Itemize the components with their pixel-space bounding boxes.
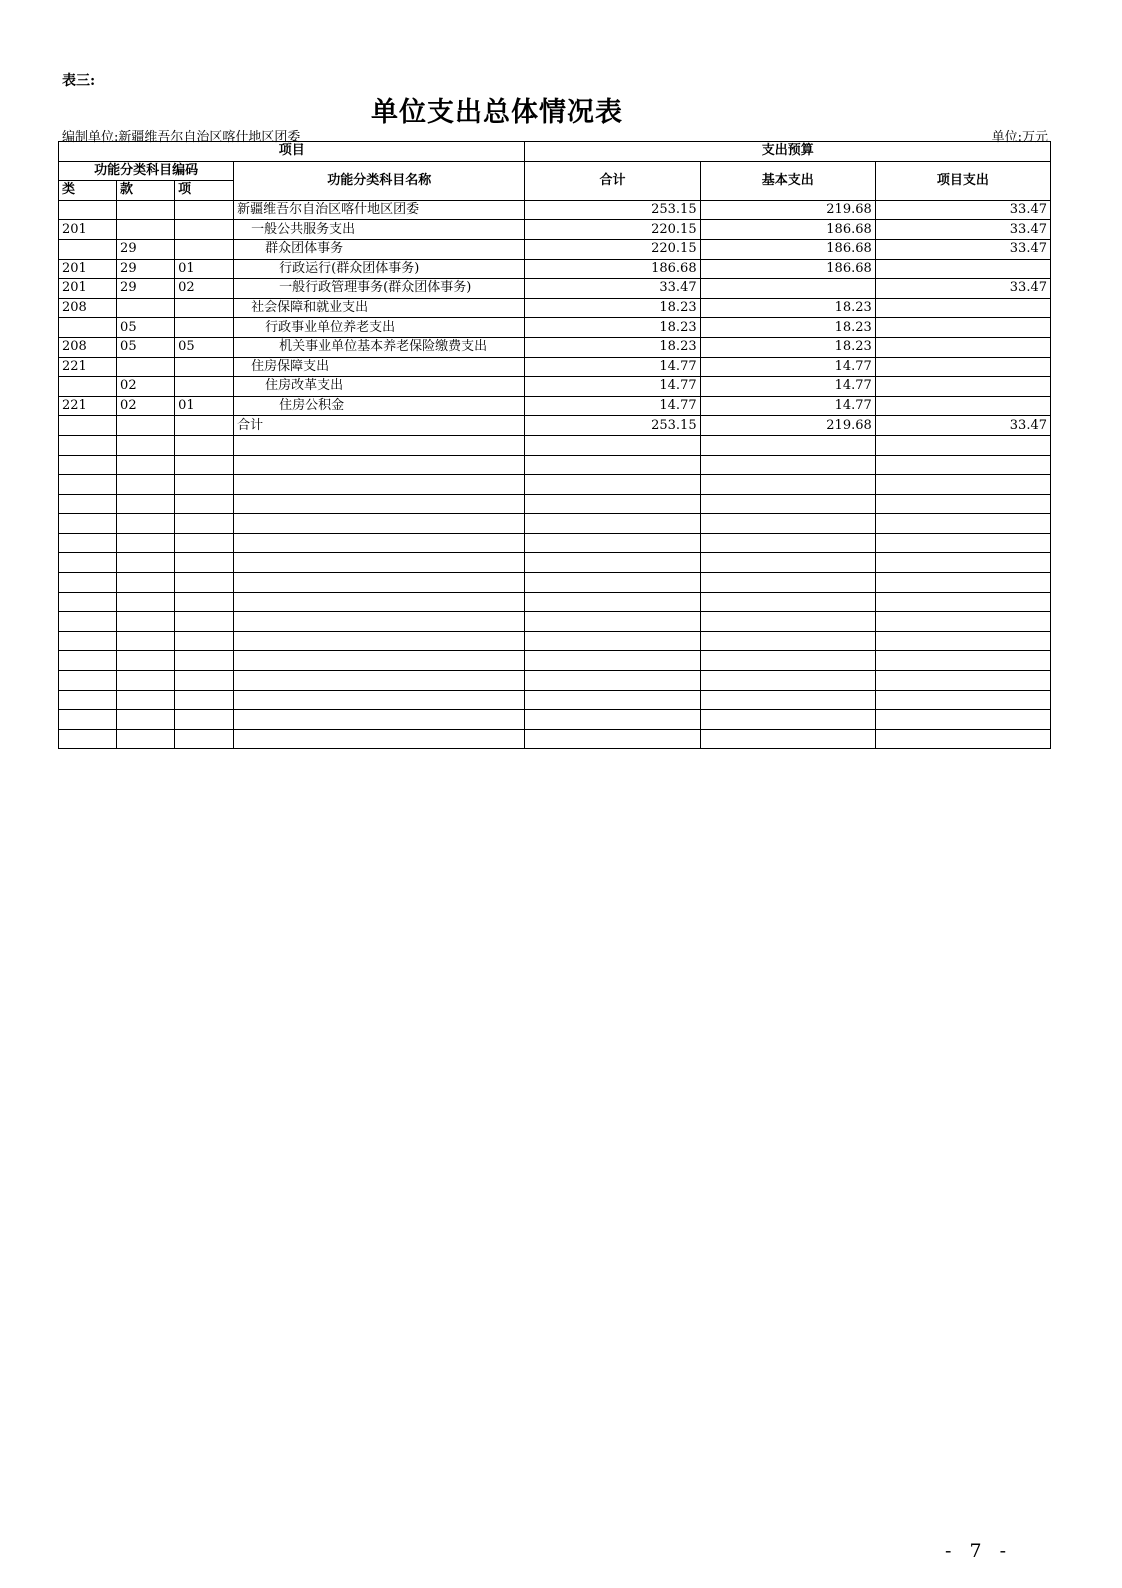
code-lei: 208 [59, 337, 117, 357]
basic-value [700, 279, 875, 299]
empty-row [59, 631, 1051, 651]
expenditure-table [58, 141, 1051, 749]
empty-row [59, 435, 1051, 455]
empty-cell [59, 592, 117, 612]
code-lei: 221 [59, 396, 117, 416]
empty-cell [234, 553, 525, 573]
empty-cell [117, 671, 175, 691]
empty-row [59, 710, 1051, 730]
empty-cell [234, 671, 525, 691]
empty-cell [59, 435, 117, 455]
code-kuan [117, 220, 175, 240]
empty-cell [234, 573, 525, 593]
project-value: 33.47 [875, 200, 1050, 220]
empty-row [59, 671, 1051, 691]
project-value: 33.47 [875, 416, 1050, 436]
header-total: 合计 [525, 161, 700, 200]
code-kuan [117, 200, 175, 220]
empty-row [59, 651, 1051, 671]
code-lei [59, 318, 117, 338]
func-name: 一般公共服务支出 [234, 220, 525, 240]
basic-value: 186.68 [700, 220, 875, 240]
header-lei: 类 [59, 181, 117, 201]
total-value: 33.47 [525, 279, 700, 299]
empty-cell [875, 671, 1050, 691]
empty-cell [175, 514, 234, 534]
basic-value: 18.23 [700, 298, 875, 318]
empty-cell [117, 651, 175, 671]
empty-cell [875, 494, 1050, 514]
code-lei: 201 [59, 220, 117, 240]
empty-cell [117, 631, 175, 651]
code-kuan: 02 [117, 396, 175, 416]
empty-cell [525, 651, 700, 671]
empty-cell [234, 455, 525, 475]
empty-cell [59, 573, 117, 593]
total-value: 253.15 [525, 200, 700, 220]
code-kuan: 29 [117, 239, 175, 259]
empty-cell [117, 533, 175, 553]
basic-value: 18.23 [700, 318, 875, 338]
header-func-name: 功能分类科目名称 [234, 161, 525, 200]
empty-cell [175, 592, 234, 612]
code-xiang: 05 [175, 337, 234, 357]
empty-cell [234, 729, 525, 749]
project-value [875, 318, 1050, 338]
header-kuan: 款 [117, 181, 175, 201]
empty-row [59, 514, 1051, 534]
empty-cell [234, 475, 525, 495]
empty-cell [875, 651, 1050, 671]
empty-cell [59, 690, 117, 710]
empty-cell [117, 494, 175, 514]
table-body [59, 200, 1051, 749]
empty-cell [117, 690, 175, 710]
func-name: 新疆维吾尔自治区喀什地区团委 [234, 200, 525, 220]
header-basic: 基本支出 [700, 161, 875, 200]
empty-cell [700, 475, 875, 495]
code-xiang [175, 200, 234, 220]
header-project-exp: 项目支出 [875, 161, 1050, 200]
empty-cell [525, 710, 700, 730]
empty-cell [117, 592, 175, 612]
empty-row [59, 729, 1051, 749]
empty-cell [59, 475, 117, 495]
project-value [875, 337, 1050, 357]
empty-cell [875, 573, 1050, 593]
empty-cell [525, 729, 700, 749]
empty-cell [875, 455, 1050, 475]
func-name: 合计 [234, 416, 525, 436]
empty-cell [875, 435, 1050, 455]
project-value [875, 377, 1050, 397]
table-row [59, 396, 1051, 416]
empty-cell [875, 514, 1050, 534]
basic-value: 219.68 [700, 200, 875, 220]
empty-cell [525, 671, 700, 691]
unit-label: 单位:万元 [991, 130, 1048, 145]
empty-row [59, 455, 1051, 475]
project-value: 33.47 [875, 239, 1050, 259]
empty-cell [175, 612, 234, 632]
project-value [875, 259, 1050, 279]
empty-row [59, 612, 1051, 632]
empty-cell [875, 553, 1050, 573]
code-lei: 201 [59, 259, 117, 279]
empty-cell [175, 671, 234, 691]
code-kuan: 29 [117, 259, 175, 279]
code-lei [59, 200, 117, 220]
empty-cell [525, 592, 700, 612]
header-budget: 支出预算 [525, 142, 1051, 162]
func-name: 住房改革支出 [234, 377, 525, 397]
table-row [59, 239, 1051, 259]
empty-cell [59, 710, 117, 730]
code-kuan: 05 [117, 318, 175, 338]
empty-cell [525, 514, 700, 534]
header-xiang: 项 [175, 181, 234, 201]
empty-cell [700, 494, 875, 514]
empty-cell [525, 612, 700, 632]
empty-cell [175, 690, 234, 710]
empty-cell [525, 455, 700, 475]
empty-cell [875, 690, 1050, 710]
code-lei [59, 416, 117, 436]
empty-row [59, 475, 1051, 495]
func-name: 机关事业单位基本养老保险缴费支出 [234, 337, 525, 357]
empty-cell [875, 631, 1050, 651]
table-row [59, 416, 1051, 436]
empty-cell [700, 651, 875, 671]
empty-cell [59, 612, 117, 632]
basic-value: 14.77 [700, 396, 875, 416]
code-xiang [175, 220, 234, 240]
empty-cell [175, 573, 234, 593]
code-xiang [175, 377, 234, 397]
header-func-code: 功能分类科目编码 [59, 161, 234, 181]
empty-cell [117, 573, 175, 593]
empty-cell [700, 710, 875, 730]
empty-cell [700, 671, 875, 691]
empty-cell [175, 729, 234, 749]
empty-cell [234, 514, 525, 534]
basic-value: 18.23 [700, 337, 875, 357]
empty-cell [234, 533, 525, 553]
empty-cell [525, 631, 700, 651]
basic-value: 186.68 [700, 259, 875, 279]
empty-cell [117, 514, 175, 534]
empty-cell [59, 455, 117, 475]
code-lei: 208 [59, 298, 117, 318]
empty-cell [59, 651, 117, 671]
empty-cell [175, 533, 234, 553]
empty-cell [175, 631, 234, 651]
project-value [875, 396, 1050, 416]
empty-row [59, 553, 1051, 573]
table-row [59, 220, 1051, 240]
empty-cell [117, 455, 175, 475]
code-xiang [175, 416, 234, 436]
table-label: 表三: [62, 73, 96, 89]
total-value: 14.77 [525, 396, 700, 416]
empty-cell [175, 651, 234, 671]
code-xiang [175, 318, 234, 338]
code-kuan: 29 [117, 279, 175, 299]
empty-cell [875, 475, 1050, 495]
empty-cell [234, 592, 525, 612]
code-kuan [117, 357, 175, 377]
empty-cell [525, 573, 700, 593]
empty-cell [117, 475, 175, 495]
empty-cell [700, 690, 875, 710]
empty-cell [875, 533, 1050, 553]
header-row-1 [59, 142, 1051, 162]
func-name: 社会保障和就业支出 [234, 298, 525, 318]
table-row [59, 377, 1051, 397]
empty-cell [700, 514, 875, 534]
code-lei: 201 [59, 279, 117, 299]
empty-cell [175, 710, 234, 730]
code-lei: 221 [59, 357, 117, 377]
empty-cell [700, 553, 875, 573]
empty-cell [59, 729, 117, 749]
empty-row [59, 592, 1051, 612]
empty-row [59, 573, 1051, 593]
func-name: 行政事业单位养老支出 [234, 318, 525, 338]
total-value: 18.23 [525, 318, 700, 338]
empty-cell [234, 651, 525, 671]
empty-cell [525, 690, 700, 710]
table-row [59, 337, 1051, 357]
empty-cell [525, 533, 700, 553]
empty-cell [700, 455, 875, 475]
code-lei [59, 239, 117, 259]
empty-row [59, 533, 1051, 553]
empty-cell [700, 592, 875, 612]
empty-cell [875, 592, 1050, 612]
table-row [59, 357, 1051, 377]
empty-cell [175, 455, 234, 475]
empty-cell [59, 553, 117, 573]
table-row [59, 318, 1051, 338]
empty-row [59, 690, 1051, 710]
empty-cell [59, 631, 117, 651]
total-value: 14.77 [525, 357, 700, 377]
empty-cell [59, 533, 117, 553]
empty-cell [59, 514, 117, 534]
empty-cell [234, 494, 525, 514]
basic-value: 186.68 [700, 239, 875, 259]
empty-cell [59, 671, 117, 691]
total-value: 18.23 [525, 298, 700, 318]
table-row [59, 259, 1051, 279]
code-kuan: 02 [117, 377, 175, 397]
total-value: 253.15 [525, 416, 700, 436]
code-kuan [117, 298, 175, 318]
empty-row [59, 494, 1051, 514]
empty-cell [700, 631, 875, 651]
func-name: 一般行政管理事务(群众团体事务) [234, 279, 525, 299]
total-value: 220.15 [525, 220, 700, 240]
organization-label: 编制单位:新疆维吾尔自治区喀什地区团委 [62, 130, 301, 145]
empty-cell [525, 435, 700, 455]
total-value: 220.15 [525, 239, 700, 259]
func-name: 住房保障支出 [234, 357, 525, 377]
basic-value: 14.77 [700, 377, 875, 397]
table-row [59, 279, 1051, 299]
table-row [59, 298, 1051, 318]
code-xiang [175, 239, 234, 259]
empty-cell [700, 612, 875, 632]
code-xiang [175, 298, 234, 318]
empty-cell [700, 435, 875, 455]
empty-cell [117, 710, 175, 730]
code-xiang [175, 357, 234, 377]
func-name: 住房公积金 [234, 396, 525, 416]
empty-cell [175, 435, 234, 455]
basic-value: 14.77 [700, 357, 875, 377]
empty-cell [700, 573, 875, 593]
empty-cell [525, 475, 700, 495]
total-value: 18.23 [525, 337, 700, 357]
project-value [875, 357, 1050, 377]
code-xiang: 01 [175, 259, 234, 279]
page-number: - 7 - [945, 1540, 1013, 1562]
empty-cell [525, 494, 700, 514]
code-lei [59, 377, 117, 397]
empty-cell [875, 710, 1050, 730]
empty-cell [234, 435, 525, 455]
code-kuan: 05 [117, 337, 175, 357]
basic-value: 219.68 [700, 416, 875, 436]
empty-cell [117, 553, 175, 573]
empty-cell [234, 710, 525, 730]
project-value [875, 298, 1050, 318]
empty-cell [700, 533, 875, 553]
code-xiang: 01 [175, 396, 234, 416]
empty-cell [875, 729, 1050, 749]
table-row [59, 200, 1051, 220]
empty-cell [175, 553, 234, 573]
empty-cell [117, 612, 175, 632]
empty-cell [234, 631, 525, 651]
empty-cell [175, 494, 234, 514]
project-value: 33.47 [875, 220, 1050, 240]
page-title: 单位支出总体情况表 [371, 97, 623, 128]
header-project: 项目 [59, 142, 525, 162]
empty-cell [700, 729, 875, 749]
code-xiang: 02 [175, 279, 234, 299]
empty-cell [117, 729, 175, 749]
code-kuan [117, 416, 175, 436]
empty-cell [875, 612, 1050, 632]
total-value: 14.77 [525, 377, 700, 397]
total-value: 186.68 [525, 259, 700, 279]
empty-cell [525, 553, 700, 573]
empty-cell [175, 475, 234, 495]
empty-cell [234, 690, 525, 710]
empty-cell [117, 435, 175, 455]
empty-cell [59, 494, 117, 514]
func-name: 群众团体事务 [234, 239, 525, 259]
project-value: 33.47 [875, 279, 1050, 299]
header-row-2 [59, 161, 1051, 181]
func-name: 行政运行(群众团体事务) [234, 259, 525, 279]
empty-cell [234, 612, 525, 632]
